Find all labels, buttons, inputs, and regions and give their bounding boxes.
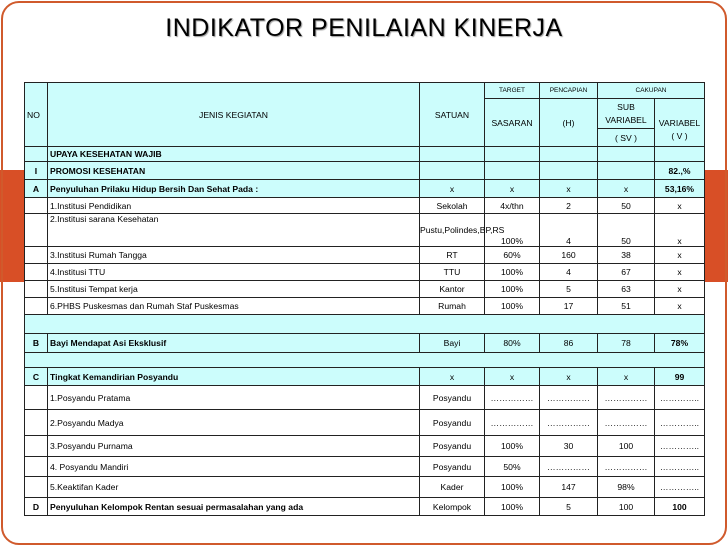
cell-h: 5 — [540, 498, 598, 516]
spacer-row — [25, 315, 705, 334]
cell-v: ………….. — [655, 386, 705, 410]
cell-sv: …………… — [598, 386, 655, 410]
cell-sasaran: x — [485, 368, 540, 386]
cell-sasaran: 100% — [485, 498, 540, 516]
kinerja-table — [24, 82, 705, 516]
cell-sv: 50 — [598, 198, 655, 214]
cell-sasaran: …………… — [485, 410, 540, 436]
cell-h: x — [540, 180, 598, 198]
cell-satuan: x — [420, 180, 485, 198]
table-row — [25, 147, 705, 162]
row-label: Bayi Mendapat Asi Eksklusif — [48, 334, 420, 353]
row-no: I — [25, 162, 48, 180]
row-label: Tingkat Kemandirian Posyandu — [48, 368, 420, 386]
cell-sv: 63 — [598, 281, 655, 298]
cell-sasaran: 100% — [485, 298, 540, 315]
row-label: Penyuluhan Kelompok Rentan sesuai permasalahan yang ada — [48, 498, 420, 516]
cell-sv: 78 — [598, 334, 655, 353]
cell-satuan: x — [420, 368, 485, 386]
cell-satuan: Posyandu — [420, 457, 485, 477]
cell-sv: 100 — [598, 498, 655, 516]
cell-h: x — [540, 368, 598, 386]
cell-sv: …………… — [598, 457, 655, 477]
table-row — [25, 214, 705, 247]
cell-h: 147 — [540, 477, 598, 498]
cell-h: 2 — [540, 198, 598, 214]
row-no: A — [25, 180, 48, 198]
cell-h: 86 — [540, 334, 598, 353]
table-row — [25, 247, 705, 264]
cell-sasaran: 80% — [485, 334, 540, 353]
cell-sasaran: x — [485, 180, 540, 198]
cell-sv: 67 — [598, 264, 655, 281]
row-label: UPAYA KESEHATAN WAJIB — [48, 147, 420, 162]
table-row — [25, 436, 705, 457]
cell-sv: 38 — [598, 247, 655, 264]
cell-v: 99 — [655, 368, 705, 386]
cell-satuan: TTU — [420, 264, 485, 281]
row-label: 2.Institusi sarana Kesehatan — [48, 214, 420, 247]
cell-satuan: Posyandu — [420, 410, 485, 436]
table-row — [25, 368, 705, 386]
row-label: 5.Keaktifan Kader — [48, 477, 420, 498]
cell-sasaran: 50% — [485, 457, 540, 477]
cell-v: ………….. — [655, 436, 705, 457]
cell-sv: 51 — [598, 298, 655, 315]
cell-v: ………….. — [655, 477, 705, 498]
cell-h: 160 — [540, 247, 598, 264]
header-h: (H) — [540, 99, 598, 147]
header-sv: ( SV ) — [598, 129, 655, 147]
cell-sasaran: …………… — [485, 386, 540, 410]
row-no: B — [25, 334, 48, 353]
row-no: D — [25, 498, 48, 516]
row-label: PROMOSI KESEHATAN — [48, 162, 420, 180]
row-label: 1.Institusi Pendidikan — [48, 198, 420, 214]
cell-h: 5 — [540, 281, 598, 298]
cell-v: x — [655, 247, 705, 264]
row-label: 4.Institusi TTU — [48, 264, 420, 281]
row-label: 3.Institusi Rumah Tangga — [48, 247, 420, 264]
row-label: 2.Posyandu Madya — [48, 410, 420, 436]
cell-v: 100 — [655, 498, 705, 516]
cell-sv: 98% — [598, 477, 655, 498]
cell-satuan: RT — [420, 247, 485, 264]
cell-h: 17 — [540, 298, 598, 315]
cell-sv: x — [598, 180, 655, 198]
header-cakupan: CAKUPAN — [598, 83, 705, 99]
cell-sasaran: 60% — [485, 247, 540, 264]
table-header-row — [25, 83, 705, 99]
cell-v: x — [655, 198, 705, 214]
cell-satuan: Posyandu — [420, 436, 485, 457]
row-label: Penyuluhan Prilaku Hidup Bersih Dan Sehat Pada : — [48, 180, 420, 198]
table-row — [25, 162, 705, 180]
row-label: 5.Institusi Tempat kerja — [48, 281, 420, 298]
cell-v: ………….. — [655, 410, 705, 436]
spacer-row — [25, 353, 705, 368]
row-label: 6.PHBS Puskesmas dan Rumah Staf Puskesmas — [48, 298, 420, 315]
cell-v: x — [655, 264, 705, 281]
cell-sasaran: 100% — [485, 214, 540, 247]
cell-satuan: Kantor — [420, 281, 485, 298]
header-variabel: VARIABEL — [658, 117, 701, 128]
cell-h: 4 — [540, 214, 598, 247]
cell-sasaran: 100% — [485, 477, 540, 498]
cell-h: …………… — [540, 386, 598, 410]
header-v: ( V ) — [671, 130, 688, 141]
cell-v: x — [655, 298, 705, 315]
header-sub-variabel: SUB VARIABEL — [598, 99, 655, 129]
table-row — [25, 264, 705, 281]
cell-satuan: Kelompok — [420, 498, 485, 516]
header-variabel-group — [655, 99, 705, 147]
table-row — [25, 180, 705, 198]
header-satuan: SATUAN — [420, 83, 485, 147]
cell-satuan: Kader — [420, 477, 485, 498]
cell-h: 4 — [540, 264, 598, 281]
cell-sasaran: 100% — [485, 281, 540, 298]
cell-h: …………… — [540, 457, 598, 477]
cell-h: …………… — [540, 410, 598, 436]
table-row — [25, 410, 705, 436]
table-row — [25, 298, 705, 315]
cell-satuan: Rumah — [420, 298, 485, 315]
row-no: C — [25, 368, 48, 386]
cell-v: ………….. — [655, 457, 705, 477]
header-jenis-kegiatan: JENIS KEGIATAN — [48, 83, 420, 147]
row-label: 1.Posyandu Pratama — [48, 386, 420, 410]
page-title: INDIKATOR PENILAIAN KINERJA — [165, 14, 563, 42]
cell-v: 53,16% — [655, 180, 705, 198]
cell-sv: x — [598, 368, 655, 386]
header-sasaran: SASARAN — [485, 99, 540, 147]
cell-satuan: Bayi — [420, 334, 485, 353]
row-label: 3.Posyandu Purnama — [48, 436, 420, 457]
header-pencapian: PENCAPIAN — [540, 83, 598, 99]
cell-sv: 50 — [598, 214, 655, 247]
table-row — [25, 457, 705, 477]
cell-v: x — [655, 281, 705, 298]
cell-sasaran: 100% — [485, 436, 540, 457]
header-no: NO — [25, 83, 48, 147]
table-row — [25, 281, 705, 298]
row-label: 4. Posyandu Mandiri — [48, 457, 420, 477]
cell-satuan: Posyandu — [420, 386, 485, 410]
table-row — [25, 386, 705, 410]
cell-sv: 100 — [598, 436, 655, 457]
cell-v: 78% — [655, 334, 705, 353]
cell-v: x — [655, 214, 705, 247]
table-row — [25, 198, 705, 214]
table-row — [25, 477, 705, 498]
cell-h: 30 — [540, 436, 598, 457]
cell-sv: …………… — [598, 410, 655, 436]
header-target: TARGET — [485, 83, 540, 99]
cell-satuan: Pustu,Polindes,BP,RS — [420, 214, 485, 247]
table-row — [25, 334, 705, 353]
cell-sasaran: 100% — [485, 264, 540, 281]
cell-v: 82.,% — [655, 162, 705, 180]
cell-sasaran: 4x/thn — [485, 198, 540, 214]
table-row — [25, 498, 705, 516]
cell-satuan: Sekolah — [420, 198, 485, 214]
